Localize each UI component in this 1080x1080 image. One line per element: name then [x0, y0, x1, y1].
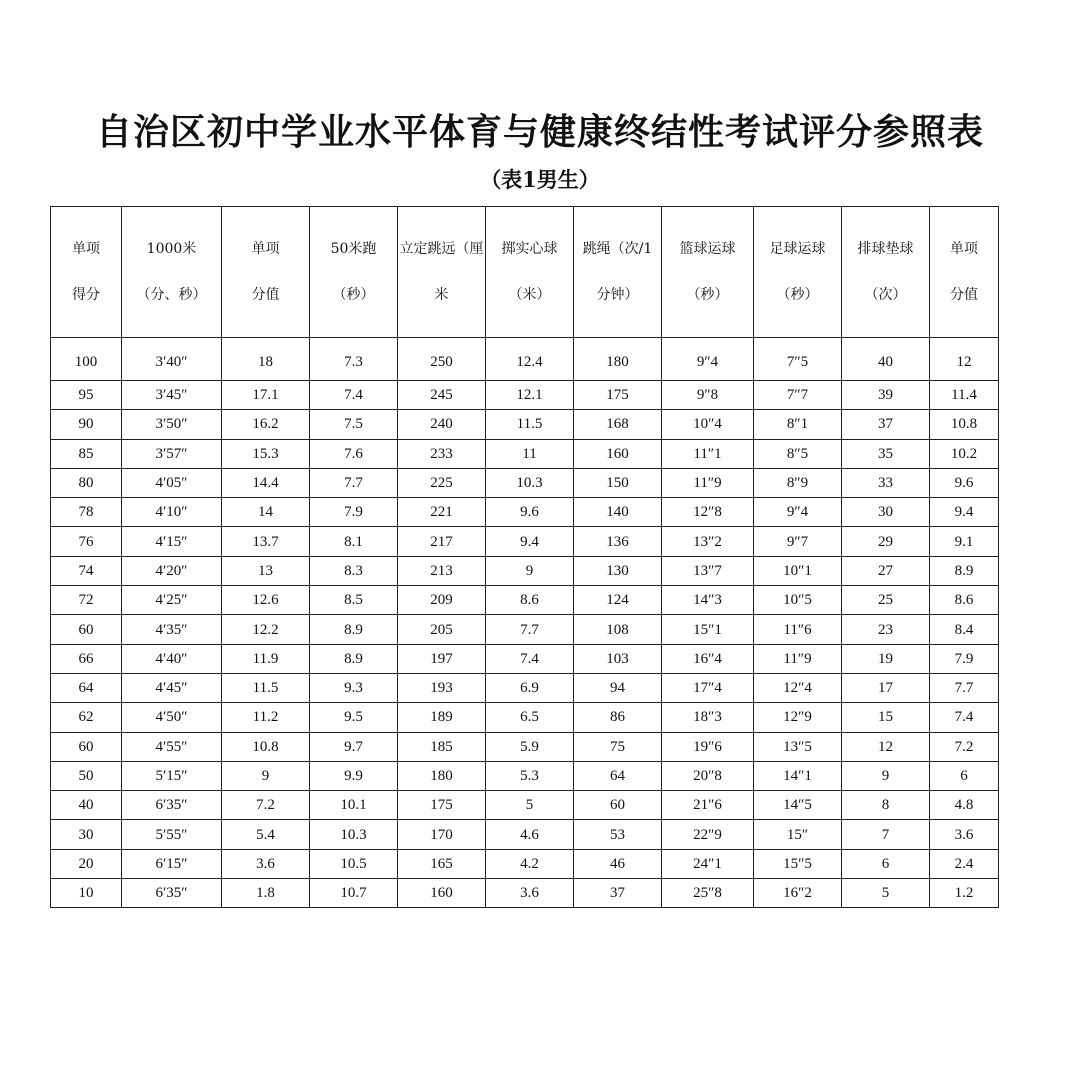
table-row	[51, 468, 999, 497]
table-cell: 12.4	[486, 338, 574, 381]
table-row	[51, 381, 999, 410]
table-row	[51, 527, 999, 556]
table-cell: 3′50″	[122, 410, 222, 439]
table-cell: 7	[842, 820, 930, 849]
table-cell: 14	[222, 498, 310, 527]
table-cell: 14″5	[754, 791, 842, 820]
table-cell: 19″6	[662, 732, 754, 761]
table-cell: 8.1	[310, 527, 398, 556]
table-cell: 7.2	[222, 791, 310, 820]
table-cell: 11	[486, 439, 574, 468]
table-cell: 6′35″	[122, 879, 222, 908]
table-cell: 7.7	[486, 615, 574, 644]
document-title: 自治区初中学业水平体育与健康终结性考试评分参照表	[95, 111, 984, 153]
table-cell: 6.5	[486, 703, 574, 732]
table-cell: 10.2	[930, 439, 999, 468]
table-cell: 168	[574, 410, 662, 439]
table-cell: 5.9	[486, 732, 574, 761]
table-cell: 197	[398, 644, 486, 673]
table-cell: 108	[574, 615, 662, 644]
header-line: （秒）	[686, 287, 729, 303]
header-line: （次）	[864, 287, 907, 303]
table-cell: 76	[51, 527, 122, 556]
table-cell: 15	[842, 703, 930, 732]
table-cell: 75	[574, 732, 662, 761]
table-cell: 8.9	[310, 615, 398, 644]
table-cell: 80	[51, 468, 122, 497]
table-cell: 9.6	[486, 498, 574, 527]
table-body	[51, 338, 999, 908]
header-line: 跳绳（次/1	[582, 241, 653, 257]
table-cell: 9″8	[662, 381, 754, 410]
table-cell: 1.2	[930, 879, 999, 908]
table-cell: 18	[222, 338, 310, 381]
header-line: （分、秒）	[136, 287, 207, 303]
table-cell: 170	[398, 820, 486, 849]
table-cell: 17″4	[662, 673, 754, 702]
table-cell: 7.5	[310, 410, 398, 439]
table-cell: 7.2	[930, 732, 999, 761]
table-cell: 180	[398, 761, 486, 790]
table-cell: 7.4	[310, 381, 398, 410]
table-cell: 12	[842, 732, 930, 761]
table-cell: 4′35″	[122, 615, 222, 644]
header-line: 得分	[72, 287, 100, 303]
table-cell: 11.5	[486, 410, 574, 439]
table-cell: 8.6	[930, 586, 999, 615]
table-cell: 150	[574, 468, 662, 497]
table-cell: 53	[574, 820, 662, 849]
table-cell: 64	[51, 673, 122, 702]
table-cell: 40	[51, 791, 122, 820]
table-cell: 7.4	[930, 703, 999, 732]
table-cell: 50	[51, 761, 122, 790]
table-cell: 12″4	[754, 673, 842, 702]
table-cell: 66	[51, 644, 122, 673]
table-cell: 13.7	[222, 527, 310, 556]
table-cell: 4′20″	[122, 556, 222, 585]
header-single-score	[51, 207, 122, 338]
table-cell: 10.7	[310, 879, 398, 908]
table-row	[51, 849, 999, 878]
header-line: 分值	[251, 287, 280, 303]
table-cell: 6′15″	[122, 849, 222, 878]
table-cell: 15″	[754, 820, 842, 849]
table-cell: 185	[398, 732, 486, 761]
table-row	[51, 673, 999, 702]
table-cell: 10.1	[310, 791, 398, 820]
header-1000m	[122, 207, 222, 338]
header-line: （秒）	[332, 287, 375, 303]
table-row	[51, 498, 999, 527]
table-cell: 10″1	[754, 556, 842, 585]
table-cell: 160	[398, 879, 486, 908]
table-cell: 12.2	[222, 615, 310, 644]
table-cell: 7.6	[310, 439, 398, 468]
table-cell: 16.2	[222, 410, 310, 439]
table-cell: 217	[398, 527, 486, 556]
table-cell: 64	[574, 761, 662, 790]
table-cell: 7″5	[754, 338, 842, 381]
table-cell: 12	[930, 338, 999, 381]
table-cell: 4′10″	[122, 498, 222, 527]
table-cell: 9.1	[930, 527, 999, 556]
table-cell: 13″7	[662, 556, 754, 585]
table-cell: 40	[842, 338, 930, 381]
document-subtitle: （表1男生）	[480, 167, 600, 192]
table-cell: 37	[842, 410, 930, 439]
table-cell: 9	[486, 556, 574, 585]
table-cell: 5′15″	[122, 761, 222, 790]
table-row	[51, 732, 999, 761]
header-single-value-1	[222, 207, 310, 338]
table-cell: 103	[574, 644, 662, 673]
table-cell: 11″6	[754, 615, 842, 644]
table-row	[51, 703, 999, 732]
table-cell: 11″9	[754, 644, 842, 673]
table-cell: 4′45″	[122, 673, 222, 702]
table-cell: 233	[398, 439, 486, 468]
table-cell: 8.5	[310, 586, 398, 615]
table-cell: 7.7	[930, 673, 999, 702]
table-cell: 240	[398, 410, 486, 439]
table-cell: 13	[222, 556, 310, 585]
table-cell: 2.4	[930, 849, 999, 878]
table-cell: 60	[574, 791, 662, 820]
table-cell: 4.8	[930, 791, 999, 820]
table-row	[51, 586, 999, 615]
table-cell: 17.1	[222, 381, 310, 410]
table-cell: 30	[51, 820, 122, 849]
table-cell: 22″9	[662, 820, 754, 849]
table-cell: 9.9	[310, 761, 398, 790]
table-cell: 23	[842, 615, 930, 644]
table-cell: 6′35″	[122, 791, 222, 820]
table-row	[51, 439, 999, 468]
table-cell: 140	[574, 498, 662, 527]
table-row	[51, 338, 999, 381]
table-cell: 225	[398, 468, 486, 497]
header-line: 篮球运球	[679, 241, 736, 257]
table-cell: 205	[398, 615, 486, 644]
table-cell: 6	[842, 849, 930, 878]
table-cell: 17	[842, 673, 930, 702]
table-cell: 14″3	[662, 586, 754, 615]
table-cell: 74	[51, 556, 122, 585]
table-cell: 25″8	[662, 879, 754, 908]
table-cell: 3′40″	[122, 338, 222, 381]
header-50m-run	[310, 207, 398, 338]
table-cell: 3.6	[222, 849, 310, 878]
table-cell: 60	[51, 615, 122, 644]
table-cell: 13″2	[662, 527, 754, 556]
table-cell: 95	[51, 381, 122, 410]
table-row	[51, 615, 999, 644]
table-cell: 5′55″	[122, 820, 222, 849]
table-cell: 8″1	[754, 410, 842, 439]
table-cell: 39	[842, 381, 930, 410]
table-cell: 5	[842, 879, 930, 908]
header-basketball-dribble	[662, 207, 754, 338]
table-cell: 8.9	[310, 644, 398, 673]
table-cell: 14.4	[222, 468, 310, 497]
table-cell: 5	[486, 791, 574, 820]
table-cell: 8	[842, 791, 930, 820]
table-cell: 15″1	[662, 615, 754, 644]
table-cell: 3′57″	[122, 439, 222, 468]
table-cell: 11.5	[222, 673, 310, 702]
table-cell: 90	[51, 410, 122, 439]
table-cell: 16″4	[662, 644, 754, 673]
table-cell: 9	[222, 761, 310, 790]
table-cell: 9.4	[930, 498, 999, 527]
table-cell: 10″5	[754, 586, 842, 615]
table-cell: 72	[51, 586, 122, 615]
table-cell: 221	[398, 498, 486, 527]
table-cell: 9″7	[754, 527, 842, 556]
table-cell: 8.6	[486, 586, 574, 615]
table-cell: 7″7	[754, 381, 842, 410]
table-cell: 16″2	[754, 879, 842, 908]
table-cell: 5.3	[486, 761, 574, 790]
table-row	[51, 556, 999, 585]
table-cell: 12.1	[486, 381, 574, 410]
table-cell: 6	[930, 761, 999, 790]
table-row	[51, 761, 999, 790]
table-cell: 11″1	[662, 439, 754, 468]
header-standing-long-jump	[398, 207, 486, 338]
table-cell: 4′50″	[122, 703, 222, 732]
table-cell: 160	[574, 439, 662, 468]
table-cell: 11″9	[662, 468, 754, 497]
table-cell: 136	[574, 527, 662, 556]
header-football-dribble	[754, 207, 842, 338]
table-cell: 213	[398, 556, 486, 585]
table-cell: 29	[842, 527, 930, 556]
table-cell: 9.5	[310, 703, 398, 732]
table-cell: 11.9	[222, 644, 310, 673]
table-cell: 7.7	[310, 468, 398, 497]
table-cell: 14″1	[754, 761, 842, 790]
table-cell: 12″9	[754, 703, 842, 732]
table-cell: 25	[842, 586, 930, 615]
table-cell: 60	[51, 732, 122, 761]
header-line: 单项	[72, 241, 100, 257]
header-line: 1000米	[146, 241, 197, 257]
table-cell: 209	[398, 586, 486, 615]
table-cell: 8.3	[310, 556, 398, 585]
table-cell: 9.4	[486, 527, 574, 556]
table-cell: 37	[574, 879, 662, 908]
header-line: 掷实心球	[501, 241, 558, 257]
table-cell: 9.3	[310, 673, 398, 702]
table-cell: 15.3	[222, 439, 310, 468]
table-cell: 24″1	[662, 849, 754, 878]
table-cell: 9.7	[310, 732, 398, 761]
table-cell: 9″4	[662, 338, 754, 381]
table-row	[51, 820, 999, 849]
table-cell: 9	[842, 761, 930, 790]
table-cell: 100	[51, 338, 122, 381]
header-volleyball-pass	[842, 207, 930, 338]
table-cell: 20″8	[662, 761, 754, 790]
table-cell: 15″5	[754, 849, 842, 878]
table-cell: 4′25″	[122, 586, 222, 615]
table-cell: 165	[398, 849, 486, 878]
header-rope-skipping	[574, 207, 662, 338]
table-cell: 4.2	[486, 849, 574, 878]
header-line: 分钟）	[596, 287, 639, 303]
table-cell: 10″4	[662, 410, 754, 439]
table-cell: 3.6	[930, 820, 999, 849]
table-cell: 245	[398, 381, 486, 410]
table-cell: 3.6	[486, 879, 574, 908]
table-cell: 12.6	[222, 586, 310, 615]
table-cell: 30	[842, 498, 930, 527]
table-cell: 7.9	[310, 498, 398, 527]
table-cell: 1.8	[222, 879, 310, 908]
table-cell: 4′55″	[122, 732, 222, 761]
table-row	[51, 879, 999, 908]
header-line: 米	[434, 287, 449, 303]
table-cell: 27	[842, 556, 930, 585]
header-line: （米）	[508, 287, 551, 303]
table-cell: 9″4	[754, 498, 842, 527]
table-cell: 35	[842, 439, 930, 468]
header-line: 50米跑	[330, 241, 377, 257]
table-cell: 19	[842, 644, 930, 673]
table-cell: 20	[51, 849, 122, 878]
table-cell: 8.4	[930, 615, 999, 644]
table-cell: 78	[51, 498, 122, 527]
header-line: 排球垫球	[857, 241, 914, 257]
table-cell: 4′05″	[122, 468, 222, 497]
table-cell: 4′40″	[122, 644, 222, 673]
table-cell: 10.8	[222, 732, 310, 761]
table-cell: 175	[398, 791, 486, 820]
header-line: 单项	[950, 241, 978, 257]
table-row	[51, 791, 999, 820]
table-cell: 193	[398, 673, 486, 702]
table-cell: 11.2	[222, 703, 310, 732]
table-cell: 10.3	[310, 820, 398, 849]
table-cell: 4.6	[486, 820, 574, 849]
table-cell: 8″5	[754, 439, 842, 468]
header-solid-ball-throw	[486, 207, 574, 338]
table-cell: 7.4	[486, 644, 574, 673]
table-cell: 86	[574, 703, 662, 732]
table-header-row	[51, 207, 999, 338]
table-row	[51, 410, 999, 439]
table-cell: 94	[574, 673, 662, 702]
table-cell: 6.9	[486, 673, 574, 702]
header-line: 分值	[950, 287, 978, 303]
table-cell: 189	[398, 703, 486, 732]
table-cell: 11.4	[930, 381, 999, 410]
table-cell: 10	[51, 879, 122, 908]
table-cell: 180	[574, 338, 662, 381]
table-cell: 7.9	[930, 644, 999, 673]
table-cell: 18″3	[662, 703, 754, 732]
scoring-table	[50, 206, 999, 908]
table-cell: 175	[574, 381, 662, 410]
table-cell: 5.4	[222, 820, 310, 849]
table-cell: 13″5	[754, 732, 842, 761]
table-cell: 124	[574, 586, 662, 615]
table-cell: 250	[398, 338, 486, 381]
header-line: 立定跳远（厘	[399, 241, 484, 257]
header-line: 足球运球	[769, 241, 826, 257]
table-cell: 85	[51, 439, 122, 468]
table-cell: 21″6	[662, 791, 754, 820]
table-cell: 7.3	[310, 338, 398, 381]
table-cell: 10.5	[310, 849, 398, 878]
header-line: 单项	[251, 241, 280, 257]
table-cell: 62	[51, 703, 122, 732]
table-row	[51, 644, 999, 673]
table-cell: 46	[574, 849, 662, 878]
table-cell: 9.6	[930, 468, 999, 497]
table-cell: 3′45″	[122, 381, 222, 410]
table-cell: 10.8	[930, 410, 999, 439]
table-cell: 33	[842, 468, 930, 497]
table-cell: 12″8	[662, 498, 754, 527]
header-single-value-2	[930, 207, 999, 338]
header-line: （秒）	[776, 287, 819, 303]
table-cell: 8.9	[930, 556, 999, 585]
table-cell: 4′15″	[122, 527, 222, 556]
table-cell: 10.3	[486, 468, 574, 497]
table-cell: 8″9	[754, 468, 842, 497]
table-cell: 130	[574, 556, 662, 585]
